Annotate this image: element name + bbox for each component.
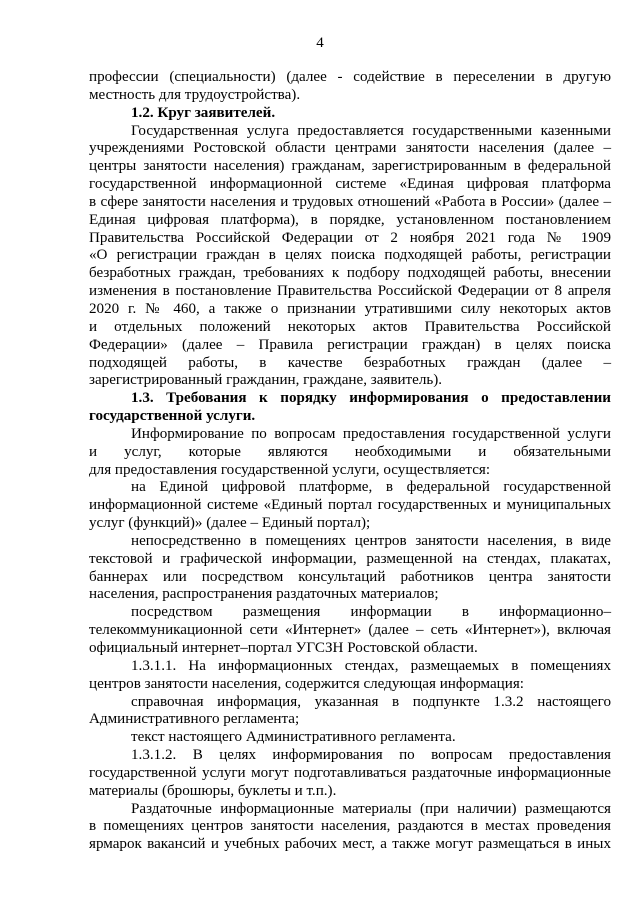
text-line: официальный интернет–портал УГСЗН Ростовской области. [89, 640, 478, 656]
text-line: центры занятости населения) гражданам, зарегистрированным в федеральной [89, 158, 611, 175]
text-line: Правительства Российской Федерации от 2 ноября 2021 года № 1909 [89, 229, 611, 246]
text-line: справочная информация, указанная в подпункте 1.3.2 настоящего [131, 693, 611, 710]
text-line: ярмарок вакансий и учебных рабочих мест, а также могут размещаться в иных [89, 836, 611, 853]
text-line: профессии (специальности) (далее - содействие в переселении в другую [89, 69, 611, 85]
text-line: Единая цифровая платформа), в порядке, установленном постановлением [89, 211, 611, 228]
text-line: государственной информационной системе «Единая цифровая платформа [89, 176, 611, 193]
text-line: текстовой и графической информации, размещенной на стендах, плакатах, [89, 550, 611, 567]
text-line: на Единой цифровой платформе, в федеральной государственной [131, 479, 611, 496]
text-line: Информирование по вопросам предоставления государственной услуги [131, 425, 611, 442]
text-line: государственной услуги могут подготавливаться раздаточные информационные [89, 764, 611, 781]
text-line: в сфере занятости населения и трудовых отношений «Работа в России» (далее – [89, 193, 611, 210]
text-line: 1.3.1.1. На информационных стендах, размещаемых в помещениях [131, 657, 611, 674]
text-line: баннерах или посредством консультаций работников центра занятости [89, 568, 611, 585]
text-line: информационной системе «Единый портал государственных и муниципальных [89, 497, 611, 514]
text-line: изменения в постановление Правительства Российской Федерации от 8 апреля [89, 283, 611, 300]
text-line: населения, распространения раздаточных материалов; [89, 586, 439, 603]
text-line: 1.3.1.2. В целях информирования по вопросам предоставления [131, 747, 611, 764]
text-line: услуг (функций)» (далее – Единый портал); [89, 515, 371, 532]
text-line: в помещениях центров занятости населения, раздаются в местах проведения [89, 818, 611, 835]
text-line: центров занятости населения, содержится следующая информация: [89, 675, 524, 692]
document-body [89, 69, 611, 854]
text-line: Государственная услуга предоставляется государственными казенными [131, 122, 611, 139]
section-heading-line: 1.2. Круг заявителей. [131, 104, 276, 121]
text-line: посредством размещения информации в информационно– [131, 604, 611, 621]
text-line: непосредственно в помещениях центров занятости населения, в виде [131, 532, 611, 549]
text-line: телекоммуникационной сети «Интернет» (далее – сеть «Интернет»), включая [89, 622, 611, 639]
section-heading-line: 1.3. Требования к порядку информирования о предоставлении [131, 390, 611, 407]
text-line: для предоставления государственной услуги, осуществляется: [89, 461, 491, 478]
text-line: Раздаточные информационные материалы (при наличии) размещаются [131, 800, 611, 817]
text-line: Федерации» (далее – Правила регистрации граждан) в целях поиска [89, 336, 611, 353]
text-line: «О регистрации граждан в целях поиска подходящей работы, регистрации [89, 247, 611, 264]
text-line: местность для трудоустройства). [89, 86, 301, 103]
section-heading-line: государственной услуги. [89, 408, 256, 425]
text-line: безработных граждан, требованиях к подбору подходящей работы, внесении [89, 265, 611, 282]
text-line: 2020 г. № 460, а также о признании утратившими силу некоторых актов [89, 300, 611, 317]
text-line: и услуг, которые являются необходимыми и обязательными [89, 443, 611, 460]
text-line: и отдельных положений некоторых актов Правительства Российской [89, 318, 611, 335]
page-number: 4 [316, 35, 324, 51]
text-line: материалы (брошюры, буклеты и т.п.). [89, 782, 337, 799]
text-line: учреждениями Ростовской области центрами занятости населения (далее – [89, 140, 611, 157]
text-line: зарегистрированный гражданин, граждане, заявитель). [89, 372, 443, 389]
text-line: подходящей работы, в качестве безработных граждан (далее – [89, 354, 611, 371]
text-line: текст настоящего Административного регламента. [131, 729, 456, 746]
text-line: Административного регламента; [89, 711, 300, 728]
